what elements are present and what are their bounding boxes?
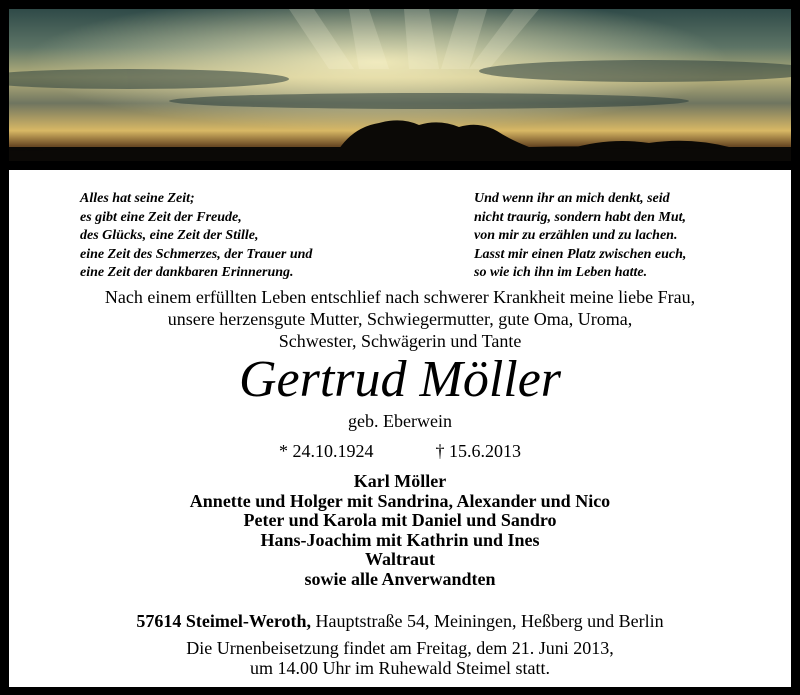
intro-line: unsere herzensgute Mutter, Schwiegermutter, gute Oma, Uroma, (167, 309, 633, 329)
sunset-sky-photo (9, 9, 791, 161)
poem-left-line: des Glücks, eine Zeit der Stille, (80, 228, 259, 243)
address-place: 57614 Steimel-Weroth, (136, 611, 312, 631)
mourners-list (9, 472, 791, 589)
mourner-line: sowie alle Anverwandten (304, 568, 496, 589)
poem-left-line: es gibt eine Zeit der Freude, (80, 209, 242, 225)
obituary-panel (9, 170, 791, 687)
poem-left-line: eine Zeit des Schmerzes, der Trauer und (80, 246, 313, 262)
mourner-line: Annette und Holger mit Sandrina, Alexander und Nico (189, 490, 611, 511)
intro-line: Schwester, Schwägerin und Tante (278, 331, 522, 351)
poem-right-line: so wie ich ihn im Leben hatte. (474, 265, 648, 280)
poem-right (474, 190, 686, 283)
mourner-line: Karl Möller (353, 471, 447, 491)
poem-left-line: Alles hat seine Zeit; (80, 191, 195, 206)
mourner-line: Hans-Joachim mit Kathrin und Ines (260, 529, 540, 550)
address-rest: Hauptstraße 54, Meiningen, Heßberg und Berlin (311, 611, 664, 631)
service-line: um 14.00 Uhr im Ruhewald Steimel statt. (250, 658, 550, 678)
mourner-line: Peter und Karola mit Daniel und Sandro (243, 510, 557, 530)
poem-right-line: nicht traurig, sondern habt den Mut, (474, 209, 687, 225)
sunset-sky-icon (9, 9, 791, 161)
birth-name: geb. Eberwein (348, 411, 452, 431)
death-date: † 15.6.2013 (435, 441, 521, 461)
deceased-name: Gertrud Möller (238, 351, 562, 408)
poem-left (80, 190, 312, 283)
poem-right-line: von mir zu erzählen und zu lachen. (474, 228, 678, 243)
poem-right-line: Lasst mir einen Platz zwischen euch, (474, 246, 687, 262)
poem-right-line: Und wenn ihr an mich denkt, seid (474, 191, 670, 206)
mourner-line: Waltraut (365, 549, 435, 569)
intro-line: Nach einem erfüllten Leben entschlief nach schwerer Krankheit meine liebe Frau, (104, 287, 696, 307)
service-line: Die Urnenbeisetzung findet am Freitag, dem 21. Juni 2013, (186, 638, 614, 658)
service-info (9, 638, 791, 678)
address-line (9, 610, 791, 632)
intro-text (9, 286, 791, 352)
poem-left-line: eine Zeit der dankbaren Erinnerung. (80, 265, 294, 280)
life-dates (9, 440, 791, 462)
birth-date: * 24.10.1924 (279, 441, 374, 461)
